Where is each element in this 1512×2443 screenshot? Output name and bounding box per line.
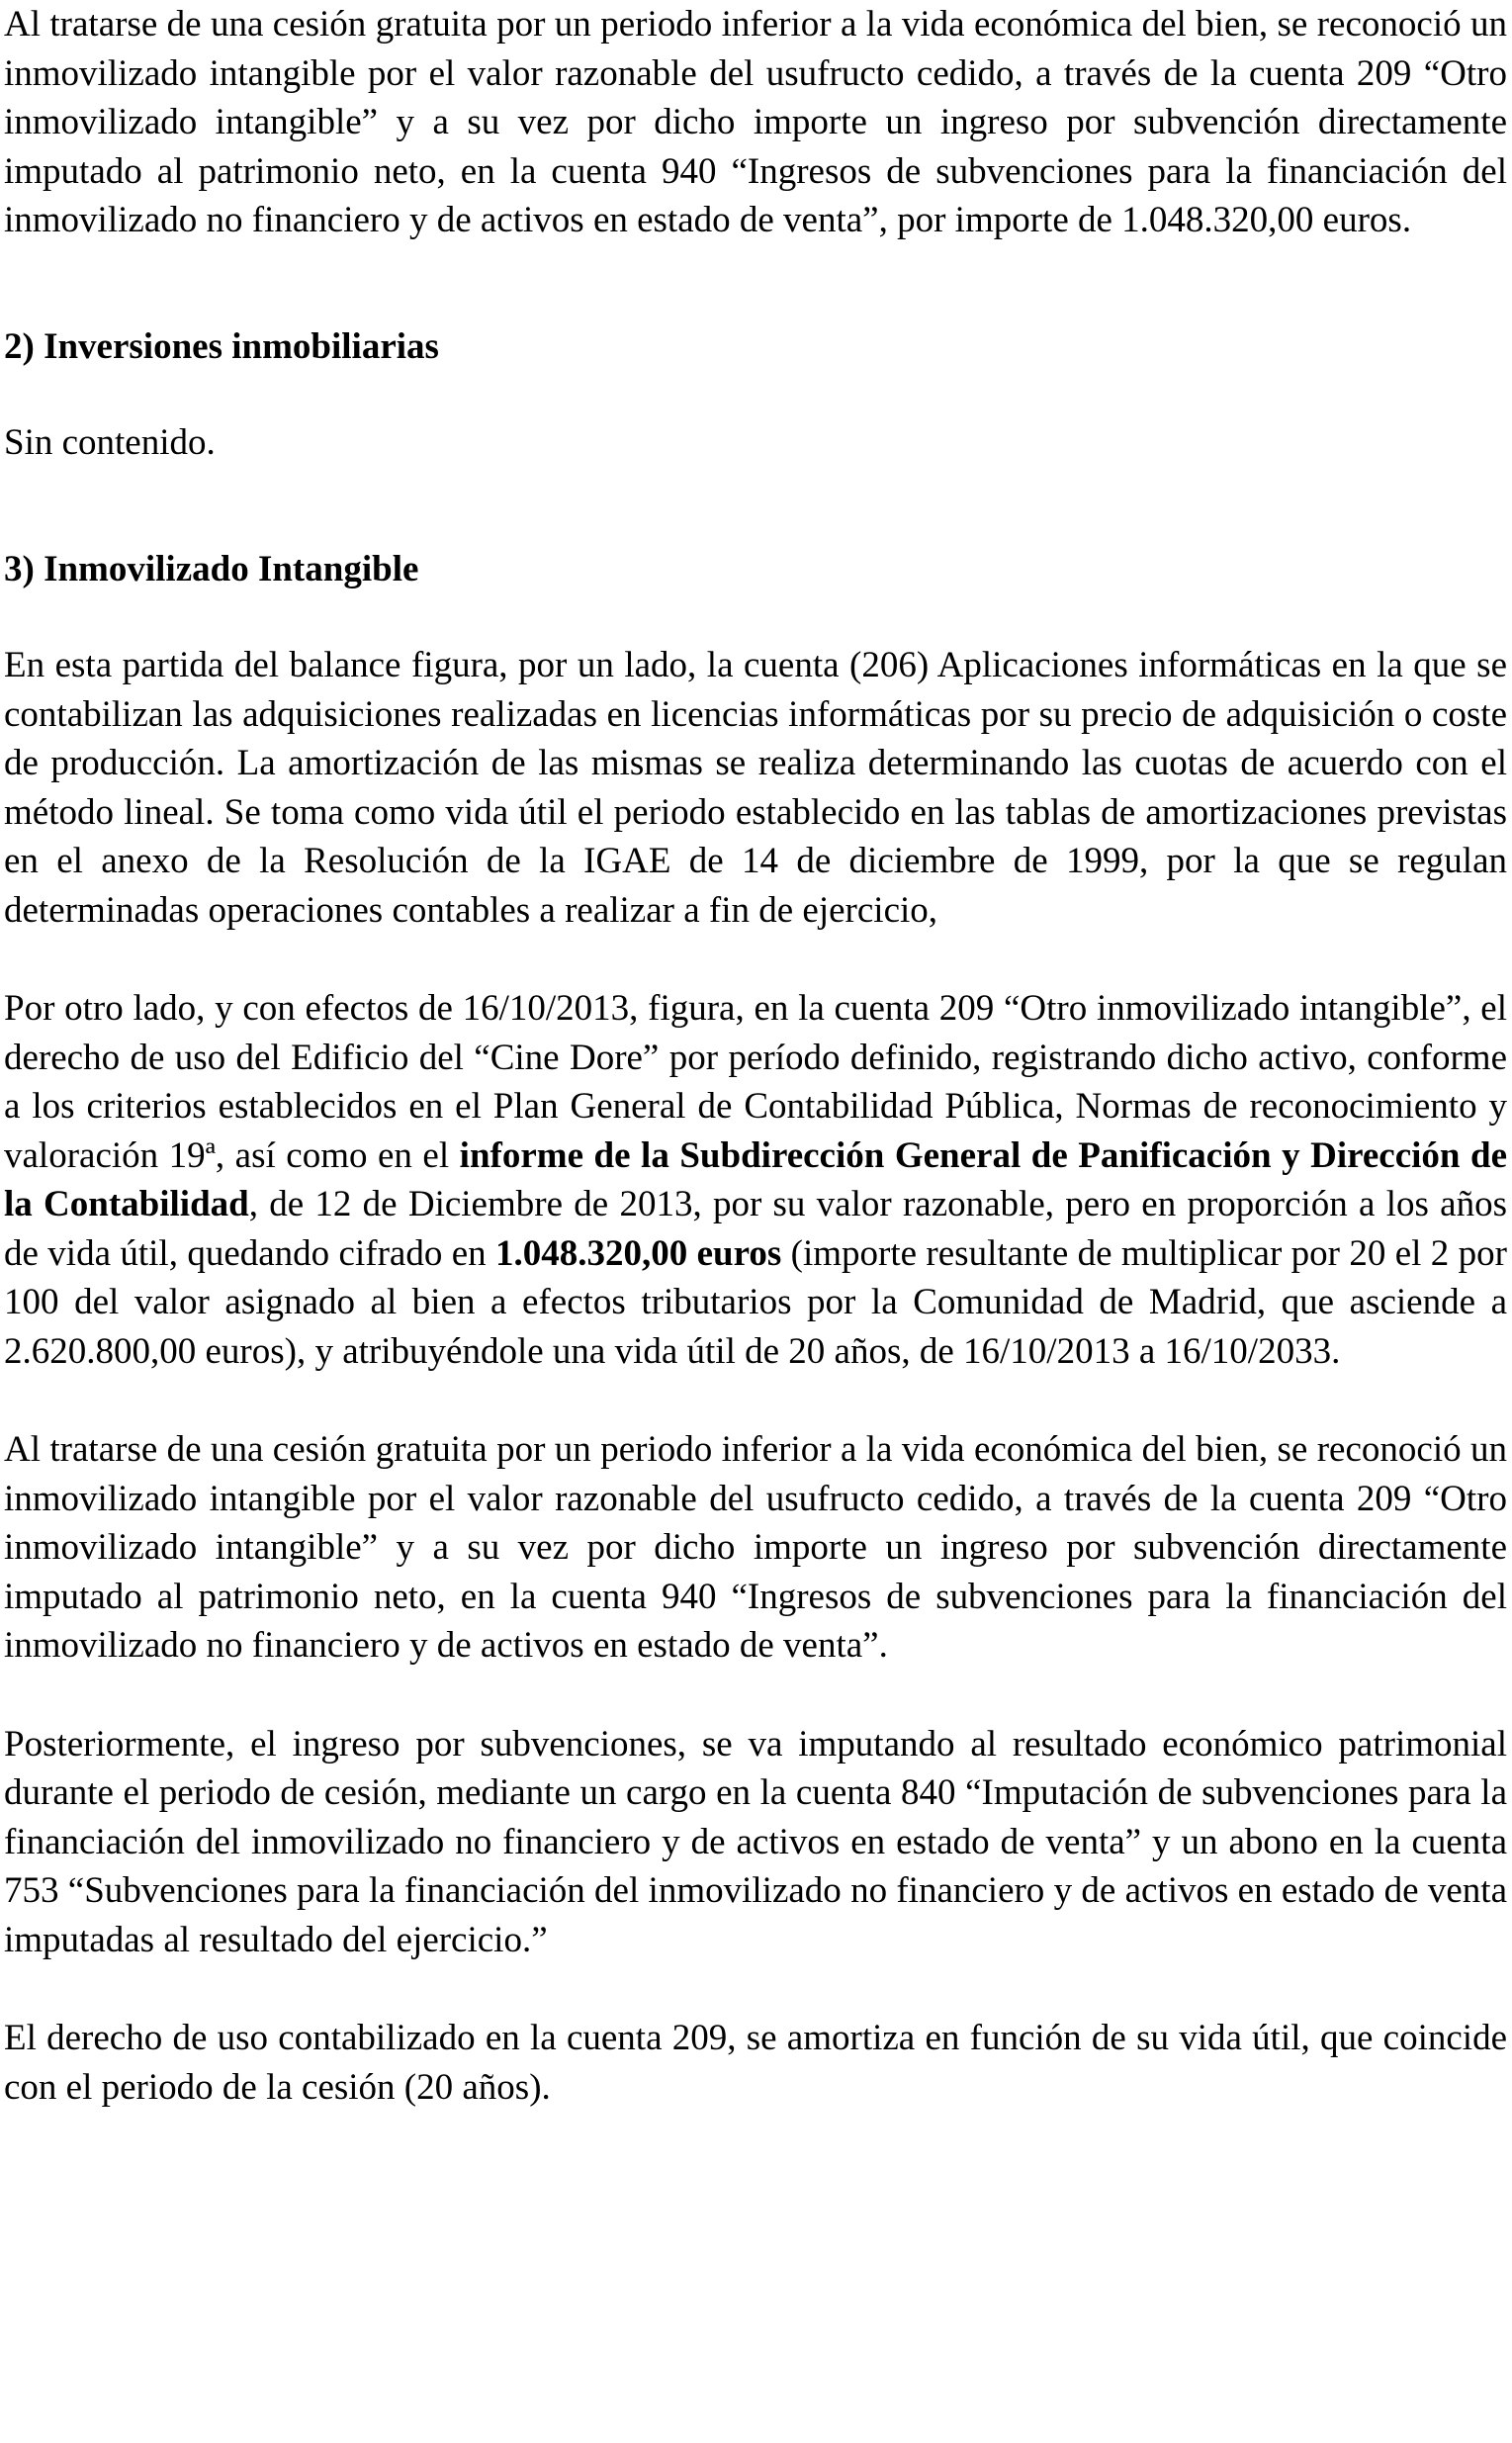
section-heading-inmovilizado-intangible: 3) Inmovilizado Intangible <box>4 548 419 589</box>
paragraph-imputacion-subvenciones: Posteriormente, el ingreso por subvenciones, se va imputando al resultado económico patrimonial durante el periodo de cesión, mediante un cargo en la cuenta 840 “Imputación de subvenciones para la financiación del inmovilizado no financiero y de activos en estado de venta” y un abono en la cuenta 753 “Subvenciones para la financiación del inmovilizado no financiero y de activos en estado de venta imputadas al resultado del ejercicio.” <box>4 1723 1507 1960</box>
paragraph-text: , de 12 de Diciembre de 2013, por su valor razonable, pero en proporción a los años de vida útil, quedando cifrado en <box>4 1184 1507 1274</box>
paragraph-cesion-intro: Al tratarse de una cesión gratuita por un periodo inferior a la vida económica del bien, se reconoció un inmovilizado intangible por el valor razonable del usufructo cedido, a través de la cuenta 209 “Otro inmovilizado intangible” y a su vez por dicho importe un ingreso por subvención directamente imputado al patrimonio neto, en la cuenta 940 “Ingresos de subvenciones para la financiación del inmovilizado no financiero y de activos en estado de venta”, por importe de 1.048.320,00 euros. <box>4 4 1507 240</box>
paragraph-sin-contenido: Sin contenido. <box>4 422 216 463</box>
document-body <box>4 0 1507 2112</box>
bold-amount: 1.048.320,00 euros <box>495 1232 782 1274</box>
paragraph-aplicaciones-informaticas: En esta partida del balance figura, por un lado, la cuenta (206) Aplicaciones informáticas en la que se contabilizan las adquisiciones realizadas en licencias informáticas por su precio de adquisición o coste de producción. La amortización de las mismas se realiza determinando las cuotas de acuerdo con el método lineal. Se toma como vida útil el periodo establecido en las tablas de amortizaciones previstas en el anexo de la Resolución de la IGAE de 14 de diciembre de 1999, por la que se regulan determinadas operaciones contables a realizar a fin de ejercicio, <box>4 645 1507 931</box>
bold-informe-reference: informe de la Subdirección General de Panificación y Dirección de la Contabilidad <box>4 1134 1507 1224</box>
section-heading-inversiones-inmobiliarias: 2) Inversiones inmobiliarias <box>4 325 439 367</box>
paragraph-text: (importe resultante de multiplicar por 20 el 2 por 100 del valor asignado al bien a efectos tributarios por la Comunidad de Madrid, que asciende a 2.620.800,00 euros), y atribuyéndole una vida útil de 20 años, de 16/10/2013 a 16/10/2033. <box>4 1232 1507 1372</box>
paragraph-cesion-gratuita: Al tratarse de una cesión gratuita por un periodo inferior a la vida económica del bien, se reconoció un inmovilizado intangible por el valor razonable del usufructo cedido, a través de la cuenta 209 “Otro inmovilizado intangible” y a su vez por dicho importe un ingreso por subvención directamente imputado al patrimonio neto, en la cuenta 940 “Ingresos de subvenciones para la financiación del inmovilizado no financiero y de activos en estado de venta”. <box>4 1429 1507 1666</box>
paragraph-derecho-uso-cine-dore <box>4 984 1507 1376</box>
paragraph-amortizacion-derecho-uso: El derecho de uso contabilizado en la cuenta 209, se amortiza en función de su vida útil, que coincide con el periodo de la cesión (20 años). <box>4 2018 1507 2108</box>
paragraph-text: Por otro lado, y con efectos de 16/10/2013, figura, en la cuenta 209 “Otro inmovilizado intangible”, el derecho de uso del Edificio del “Cine Dore” por período definido, registrando dicho activo, conforme a los criterios establecidos en el Plan General de Contabilidad Pública, Normas de reconocimiento y valoración 19ª, así como en el <box>4 988 1507 1176</box>
